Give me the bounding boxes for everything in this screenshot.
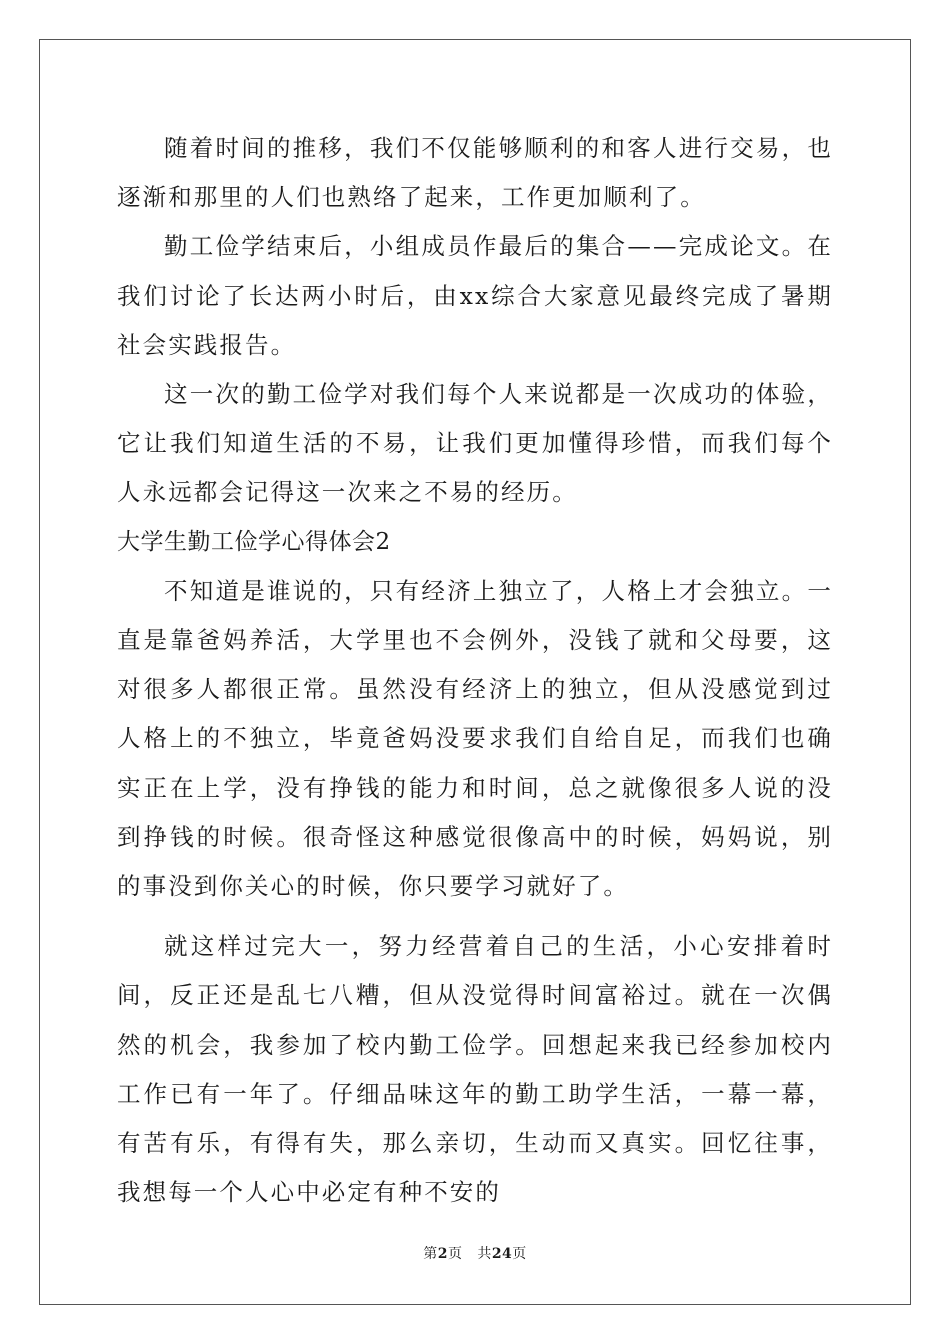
section-heading: 大学生勤工俭学心得体会2 bbox=[117, 528, 391, 555]
total-pages: 24 bbox=[491, 1246, 513, 1262]
paragraph-4: 不知道是谁说的，只有经济上独立了，人格上才会独立。一直是靠爸妈养活，大学里也不会例外，没钱了就和父母要，这对很多人都很正常。虽然没有经济上的独立，但从没感觉到过人格上的不独立，毕竟爸妈没要求我们自给自足，而我们也确实正在上学，没有挣钱的能力和时间，总之就像很多人说的没到挣钱的时候。很奇怪这种感觉很像高中的时候，妈妈说，别的事没到你关心的时候，你只要学习就好了。 bbox=[117, 576, 833, 901]
paragraph-2: 勤工俭学结束后，小组成员作最后的集合——完成论文。在我们讨论了长达两小时后，由xx综合大家意见最终完成了暑期社会实践报告。 bbox=[117, 232, 833, 359]
document-body bbox=[117, 124, 833, 1217]
page-footer bbox=[0, 1244, 950, 1264]
page-number: 2 bbox=[437, 1246, 448, 1262]
page-indicator: 第2页 bbox=[423, 1246, 463, 1262]
paragraph-1: 随着时间的推移，我们不仅能够顺利的和客人进行交易，也逐渐和那里的人们也熟络了起来，工作更加顺利了。 bbox=[117, 134, 833, 212]
total-pages-indicator: 共24页 bbox=[477, 1246, 527, 1262]
paragraph-5: 就这样过完大一，努力经营着自己的生活，小心安排着时间，反正还是乱七八糟，但从没觉得时间富裕过。就在一次偶然的机会，我参加了校内勤工俭学。回想起来我已经参加校内工作已有一年了。仔细品味这年的勤工助学生活，一幕一幕，有苦有乐，有得有失，那么亲切，生动而又真实。回忆往事，我想每一个人心中必定有种不安的 bbox=[117, 932, 833, 1207]
paragraph-3: 这一次的勤工俭学对我们每个人来说都是一次成功的体验，它让我们知道生活的不易，让我们更加懂得珍惜，而我们每个人永远都会记得这一次来之不易的经历。 bbox=[117, 380, 833, 507]
